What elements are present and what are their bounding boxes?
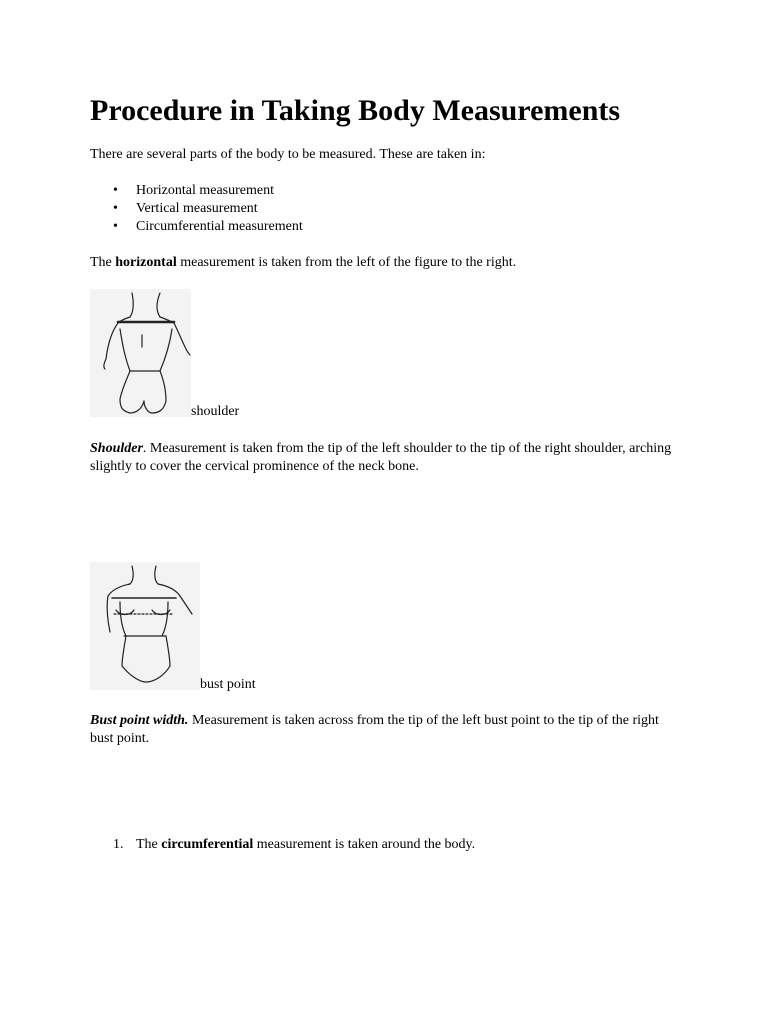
circumferential-term: circumferential — [161, 837, 254, 852]
bullet-icon: • — [113, 201, 118, 216]
bullet-icon: • — [113, 183, 118, 198]
shoulder-term: Shoulder — [90, 441, 143, 456]
shoulder-sketch-image — [90, 289, 191, 417]
bust-point-description: Measurement is taken across from the tip of the left bust point to the tip of the right bust point. — [90, 713, 659, 746]
list-item — [90, 200, 303, 218]
horizontal-suffix: measurement is taken from the left of the figure to the right. — [176, 255, 517, 270]
shoulder-paragraph — [90, 440, 680, 476]
bust-point-caption: bust point — [200, 677, 256, 692]
bust-point-term: Bust point width. — [90, 713, 189, 728]
circumferential-text — [136, 836, 475, 854]
circumferential-suffix: measurement is taken around the body. — [253, 837, 476, 852]
list-item — [90, 218, 303, 236]
bullet-icon: • — [113, 219, 118, 234]
list-item-label: Horizontal measurement — [136, 183, 275, 198]
measurement-types-list — [90, 182, 303, 236]
list-item-label: Vertical measurement — [136, 201, 258, 216]
page-title: Procedure in Taking Body Measurements — [90, 94, 621, 127]
horizontal-prefix: The — [90, 255, 116, 270]
shoulder-caption: shoulder — [191, 404, 240, 419]
intro-paragraph: There are several parts of the body to be measured. These are taken in: — [90, 147, 486, 162]
bust-point-sketch-image — [90, 562, 200, 690]
shoulder-description: . Measurement is taken from the tip of the left shoulder to the tip of the right shoulder, arching slightly to cover the cervical prominence of the neck bone. — [90, 441, 672, 474]
list-item — [90, 182, 303, 200]
horizontal-paragraph — [90, 254, 680, 272]
horizontal-term: horizontal — [115, 255, 177, 270]
list-item-label: Circumferential measurement — [136, 219, 303, 234]
list-number: 1. — [113, 837, 124, 852]
bust-point-paragraph — [90, 712, 680, 748]
circumferential-prefix: The — [136, 837, 162, 852]
